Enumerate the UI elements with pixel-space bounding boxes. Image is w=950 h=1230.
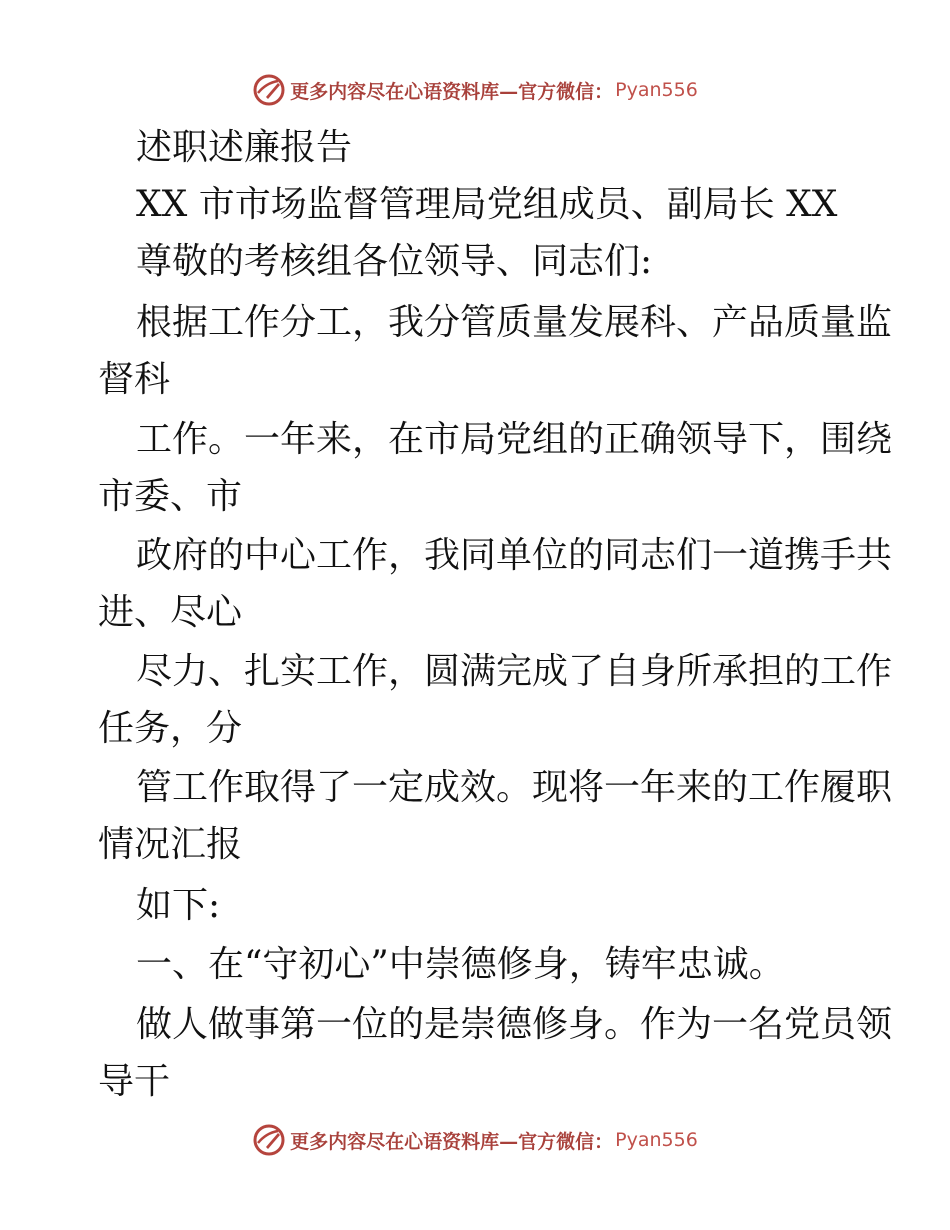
pen-logo-icon (252, 73, 286, 107)
banner-wechat-id: Pyan556 (615, 79, 698, 101)
footer-watermark (0, 1120, 950, 1160)
text-line: 任务，分 (98, 708, 243, 749)
text-line: 政府的中心工作，我同单位的同志们一道携手共 (136, 535, 893, 576)
header-watermark (0, 70, 950, 110)
text-line: 督科 (98, 359, 171, 400)
banner-text: 更多内容尽在心语资料库—官方微信： (290, 1130, 614, 1153)
document-title: 述职述廉报告 (136, 127, 353, 168)
text-line: 情况汇报 (98, 824, 243, 865)
author-line: XX 市市场监督管理局党组成员、副局长 XX (136, 184, 838, 225)
text-line: 工作。一年来，在市局党组的正确领导下，围绕 (136, 419, 893, 460)
text-line: 做人做事第一位的是崇德修身。作为一名党员领 (136, 1004, 893, 1045)
banner-text: 更多内容尽在心语资料库—官方微信： (290, 80, 614, 103)
text-line: 导干 (98, 1061, 171, 1102)
text-line: 如下: (136, 885, 221, 926)
section-heading: 一、在“守初心”中崇德修身，铸牢忠诚。 (136, 944, 785, 985)
text-line: 尽力、扎实工作，圆满完成了自身所承担的工作 (136, 651, 893, 692)
text-line: 管工作取得了一定成效。现将一年来的工作履职 (136, 767, 893, 808)
salutation: 尊敬的考核组各位领导、同志们: (136, 241, 653, 282)
text-line: 根据工作分工，我分管质量发展科、产品质量监 (136, 302, 893, 343)
text-line: 市委、市 (98, 476, 243, 517)
banner-wechat-id: Pyan556 (615, 1129, 698, 1151)
pen-logo-icon (252, 1123, 286, 1157)
text-line: 进、尽心 (98, 592, 243, 633)
